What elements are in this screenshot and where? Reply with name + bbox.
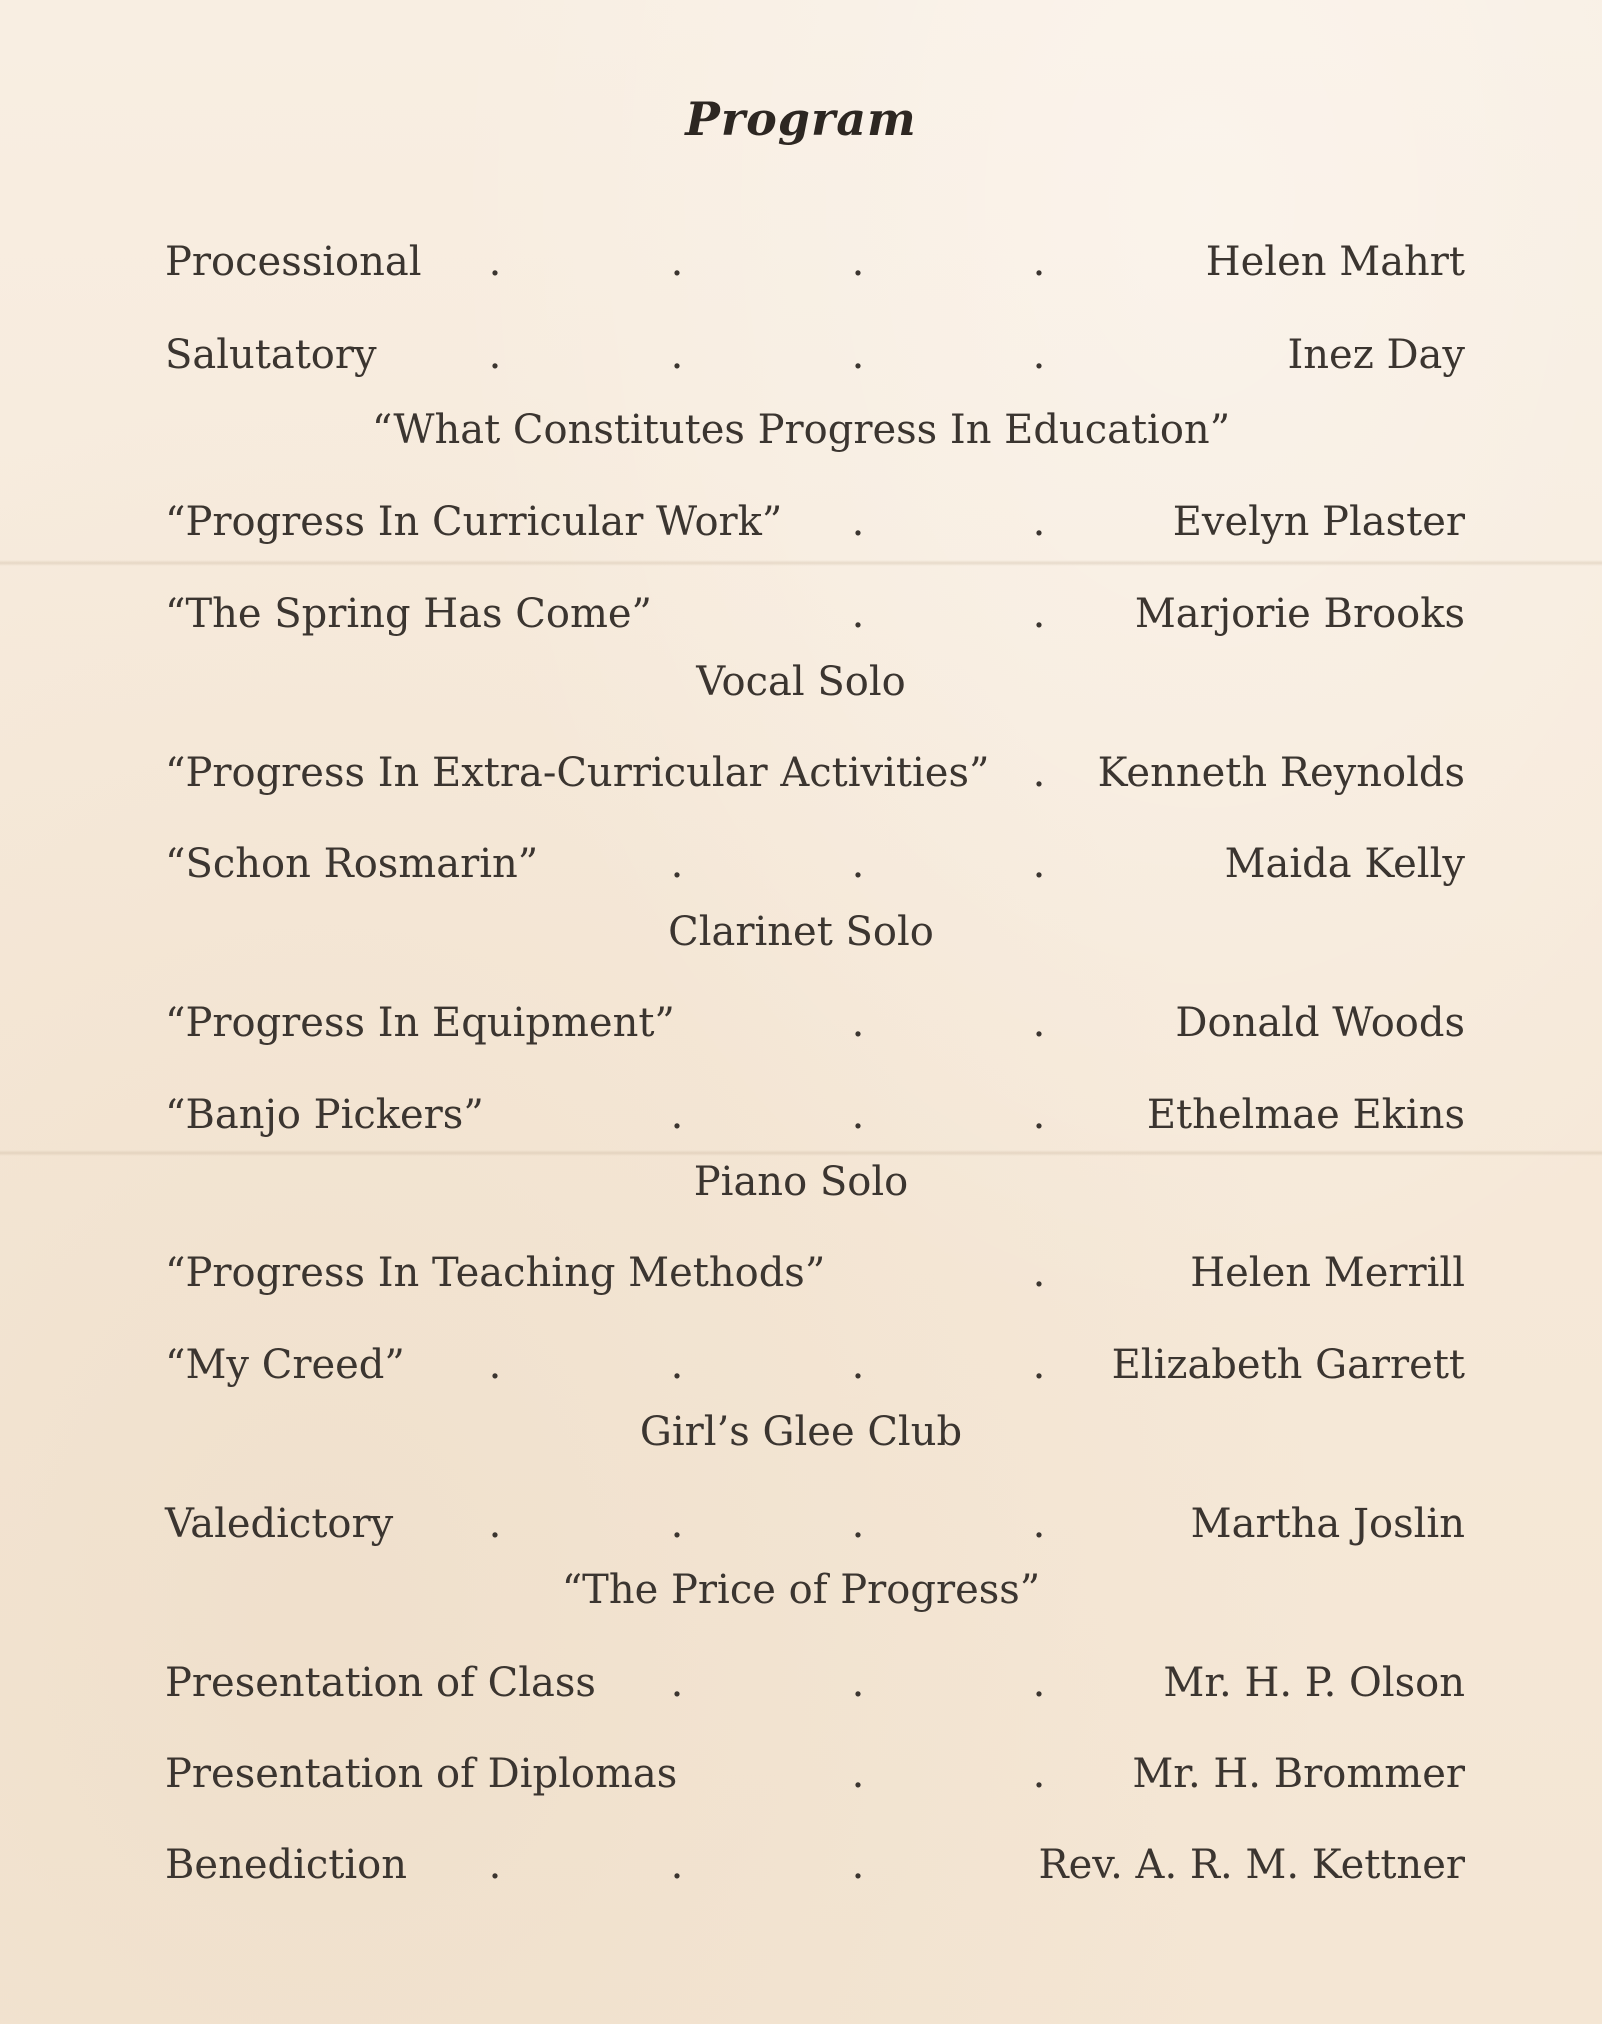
leader-dot: .	[1032, 1342, 1046, 1388]
leader-dot: .	[670, 841, 684, 887]
leader-dot: .	[1032, 1092, 1046, 1138]
program-person: Maida Kelly	[1224, 841, 1465, 887]
program-row	[165, 1243, 1465, 1303]
program-person: Kenneth Reynolds	[1097, 750, 1465, 796]
leader-dot: .	[1032, 841, 1046, 887]
leader-dot: .	[851, 1842, 865, 1888]
program-subtitle: Piano Solo	[693, 1159, 909, 1205]
program-row	[165, 232, 1465, 292]
program-item: “Progress In Teaching Methods”	[165, 1250, 826, 1296]
program-item: “Progress In Curricular Work”	[165, 499, 783, 545]
leader-dot: .	[1032, 1501, 1046, 1547]
program-item: Benediction	[165, 1842, 408, 1888]
program-row	[165, 1744, 1465, 1804]
program-person: Elizabeth Garrett	[1111, 1342, 1465, 1388]
program-item: Salutatory	[165, 332, 377, 378]
program-row	[165, 584, 1465, 644]
leader-dot: .	[488, 1342, 502, 1388]
program-row	[165, 1085, 1465, 1145]
leader-dot: .	[1032, 1250, 1046, 1296]
leader-dot: .	[1032, 239, 1046, 285]
leader-dot: .	[670, 1092, 684, 1138]
program-row	[165, 1835, 1465, 1895]
paper-fold	[0, 560, 1602, 566]
program-row	[165, 743, 1465, 803]
leader-dot: .	[488, 332, 502, 378]
leader-dot: .	[851, 332, 865, 378]
program-person: Ethelmae Ekins	[1146, 1092, 1465, 1138]
program-person: Donald Woods	[1175, 1000, 1465, 1046]
leader-dot: .	[670, 1842, 684, 1888]
program-title: Program	[685, 92, 917, 146]
program-item: “Schon Rosmarin”	[165, 841, 539, 887]
program-person: Rev. A. R. M. Kettner	[1038, 1842, 1465, 1888]
program-person: Evelyn Plaster	[1172, 499, 1465, 545]
program-item: “Banjo Pickers”	[165, 1092, 484, 1138]
leader-dot: .	[488, 1842, 502, 1888]
leader-dot: .	[851, 1751, 865, 1797]
program-item: Presentation of Class	[165, 1660, 596, 1706]
program-subtitle: Girl’s Glee Club	[639, 1409, 963, 1455]
program-row	[165, 1494, 1465, 1554]
program-person: Helen Mahrt	[1205, 239, 1465, 285]
leader-dot: .	[1032, 1751, 1046, 1797]
program-person: Martha Joslin	[1190, 1501, 1465, 1547]
leader-dot: .	[851, 841, 865, 887]
leader-dot: .	[670, 332, 684, 378]
program-row	[165, 1653, 1465, 1713]
leader-dot: .	[851, 1660, 865, 1706]
program-person: Helen Merrill	[1190, 1250, 1465, 1296]
program-subtitle: “The Price of Progress”	[561, 1567, 1041, 1613]
leader-dot: .	[670, 1342, 684, 1388]
leader-dot: .	[670, 239, 684, 285]
program-person: Inez Day	[1287, 332, 1465, 378]
program-subtitle: Clarinet Solo	[668, 909, 934, 955]
leader-dot: .	[851, 1501, 865, 1547]
leader-dot: .	[851, 499, 865, 545]
program-item: Processional	[165, 239, 422, 285]
leader-dot: .	[670, 1501, 684, 1547]
leader-dot: .	[670, 1660, 684, 1706]
program-subtitle: “What Constitutes Progress In Education”	[371, 407, 1231, 453]
leader-dot: .	[1032, 499, 1046, 545]
program-row	[165, 325, 1465, 385]
program-item: “My Creed”	[165, 1342, 405, 1388]
program-subtitle: Vocal Solo	[696, 659, 906, 705]
leader-dot: .	[851, 1342, 865, 1388]
leader-dot: .	[851, 1000, 865, 1046]
program-row	[165, 492, 1465, 552]
program-person: Mr. H. Brommer	[1132, 1751, 1465, 1797]
program-item: “Progress In Equipment”	[165, 1000, 675, 1046]
leader-dot: .	[1032, 1660, 1046, 1706]
leader-dot: .	[488, 239, 502, 285]
program-item: “Progress In Extra-Curricular Activities”	[165, 750, 990, 796]
program-item: Presentation of Diplomas	[165, 1751, 678, 1797]
leader-dot: .	[1032, 332, 1046, 378]
leader-dot: .	[851, 239, 865, 285]
program-item: “The Spring Has Come”	[165, 591, 652, 637]
program-person: Marjorie Brooks	[1134, 591, 1465, 637]
leader-dot: .	[1032, 750, 1046, 796]
program-row	[165, 993, 1465, 1053]
leader-dot: .	[488, 1501, 502, 1547]
program-person: Mr. H. P. Olson	[1163, 1660, 1465, 1706]
leader-dot: .	[1032, 591, 1046, 637]
leader-dot: .	[851, 1092, 865, 1138]
program-item: Valedictory	[165, 1501, 394, 1547]
program-row	[165, 1335, 1465, 1395]
leader-dot: .	[851, 591, 865, 637]
program-row	[165, 834, 1465, 894]
leader-dot: .	[1032, 1000, 1046, 1046]
